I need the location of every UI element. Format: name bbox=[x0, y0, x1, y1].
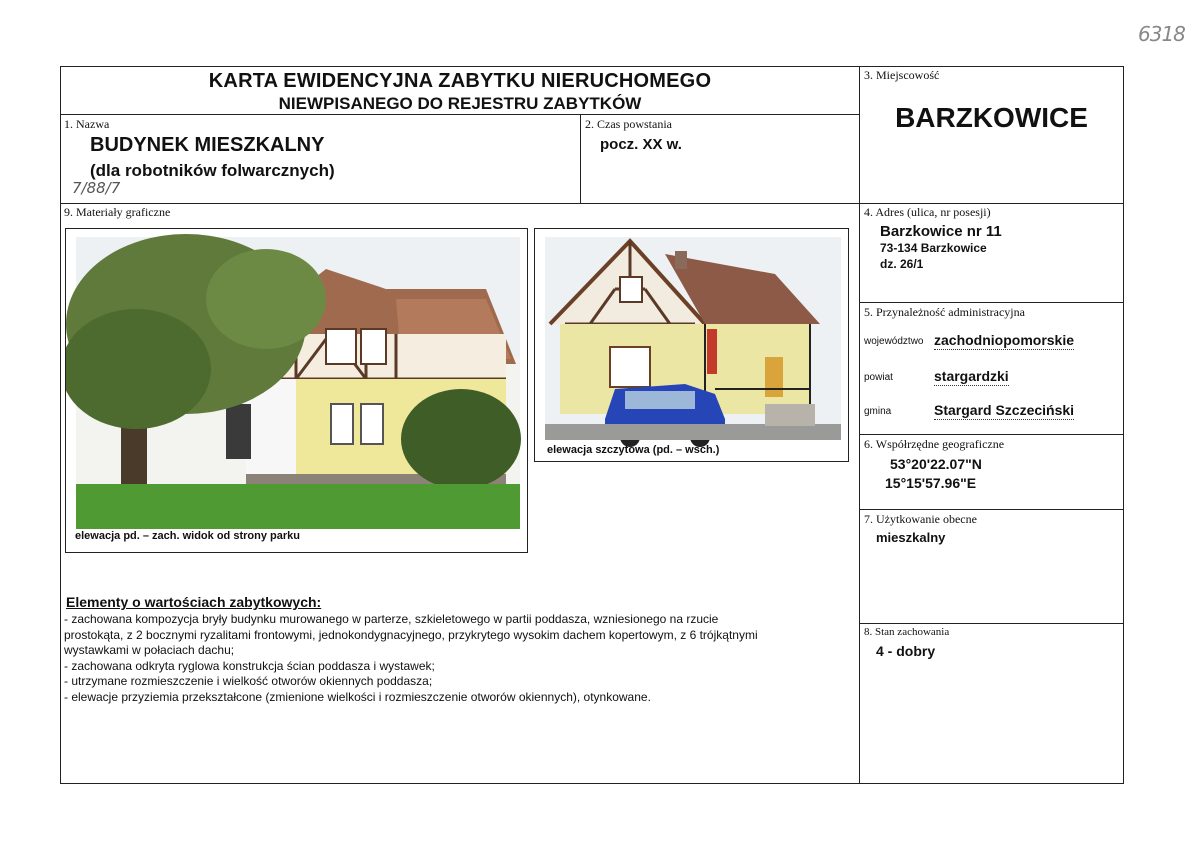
column-divider bbox=[859, 66, 860, 784]
time-value: pocz. XX w. bbox=[600, 136, 682, 153]
condition-label: 8. Stan zachowania bbox=[864, 626, 950, 638]
coords-divider bbox=[859, 509, 1124, 510]
elements-line: wystawkami w połaciach dachu; bbox=[64, 643, 235, 657]
address-line-2: 73-134 Barzkowice bbox=[880, 241, 987, 255]
house-photo-park-side bbox=[66, 229, 527, 552]
handwritten-number: 7/88/7 bbox=[72, 179, 121, 197]
coords-east: 15°15'57.96"E bbox=[885, 475, 977, 491]
admin-label: 5. Przynależność administracyjna bbox=[864, 305, 1025, 319]
address-line-1: Barzkowice nr 11 bbox=[880, 223, 1002, 240]
photo-caption-1: elewacja pd. – zach. widok od strony parku bbox=[75, 530, 300, 542]
name-label: 1. Nazwa bbox=[64, 117, 110, 131]
voivodeship-label: województwo bbox=[864, 336, 924, 347]
elements-line: prostokąta, z 2 bocznymi ryzalitami frontowymi, jednokondygnacyjnego, przykrytego wysokim dachem kopertowym, z 6 trójkątnymi bbox=[64, 627, 758, 642]
place-label: 3. Miejscowość bbox=[864, 68, 940, 82]
address-line-3: dz. 26/1 bbox=[880, 257, 924, 271]
use-label: 7. Użytkowanie obecne bbox=[864, 512, 977, 526]
use-divider bbox=[859, 623, 1124, 624]
county-value: stargardzki bbox=[934, 368, 1009, 384]
address-label: 4. Adres (ulica, nr posesji) bbox=[864, 205, 991, 219]
elements-list bbox=[64, 612, 854, 705]
elements-line: - utrzymane rozmieszczenie i wielkość otworów okiennych poddasza; bbox=[64, 674, 433, 688]
elements-line: - zachowana odkryta ryglowa konstrukcja ścian poddasza i wystawek; bbox=[64, 658, 435, 673]
elements-heading: Elementy o wartościach zabytkowych: bbox=[66, 594, 322, 610]
time-label: 2. Czas powstania bbox=[585, 117, 672, 131]
name-time-divider bbox=[580, 114, 581, 204]
voivodeship-value: zachodniopomorskie bbox=[934, 332, 1075, 348]
photo-caption-2: elewacja szczytowa (pd. – wsch.) bbox=[547, 444, 720, 456]
photo-frame-1 bbox=[65, 228, 528, 553]
address-divider bbox=[859, 302, 1124, 303]
commune-label: gmina bbox=[864, 406, 892, 417]
house-photo-gable-side bbox=[535, 229, 848, 461]
elements-line: - zachowana kompozycja bryły budynku murowanego w parterze, szkieletowego w partii poddasza, wzniesionego na rzucie bbox=[64, 612, 719, 626]
county-label: powiat bbox=[864, 372, 893, 383]
elements-line: - elewacje przyziemia przekształcone (zmienione wielkości i rozmieszczenie otworów okiennych), otynkowane. bbox=[64, 689, 651, 704]
title-divider bbox=[60, 114, 860, 115]
graphics-label: 9. Materiały graficzne bbox=[64, 205, 171, 219]
photo-frame-2 bbox=[534, 228, 849, 462]
use-value: mieszkalny bbox=[876, 530, 946, 545]
coords-north: 53°20'22.07"N bbox=[890, 456, 982, 472]
coords-label: 6. Współrzędne geograficzne bbox=[864, 437, 1005, 451]
header-row-divider bbox=[60, 203, 1124, 204]
archive-number: 6318 bbox=[1138, 22, 1185, 46]
commune-value: Stargard Szczeciński bbox=[934, 402, 1075, 418]
card-subtitle: NIEWPISANEGO DO REJESTRU ZABYTKÓW bbox=[278, 94, 642, 113]
condition-value: 4 - dobry bbox=[876, 643, 936, 659]
place-value: BARZKOWICE bbox=[895, 102, 1088, 133]
card-title: KARTA EWIDENCYJNA ZABYTKU NIERUCHOMEGO bbox=[208, 70, 712, 92]
admin-divider bbox=[859, 434, 1124, 435]
name-value: BUDYNEK MIESZKALNY bbox=[90, 134, 325, 156]
name-subvalue: (dla robotników folwarcznych) bbox=[90, 161, 335, 180]
